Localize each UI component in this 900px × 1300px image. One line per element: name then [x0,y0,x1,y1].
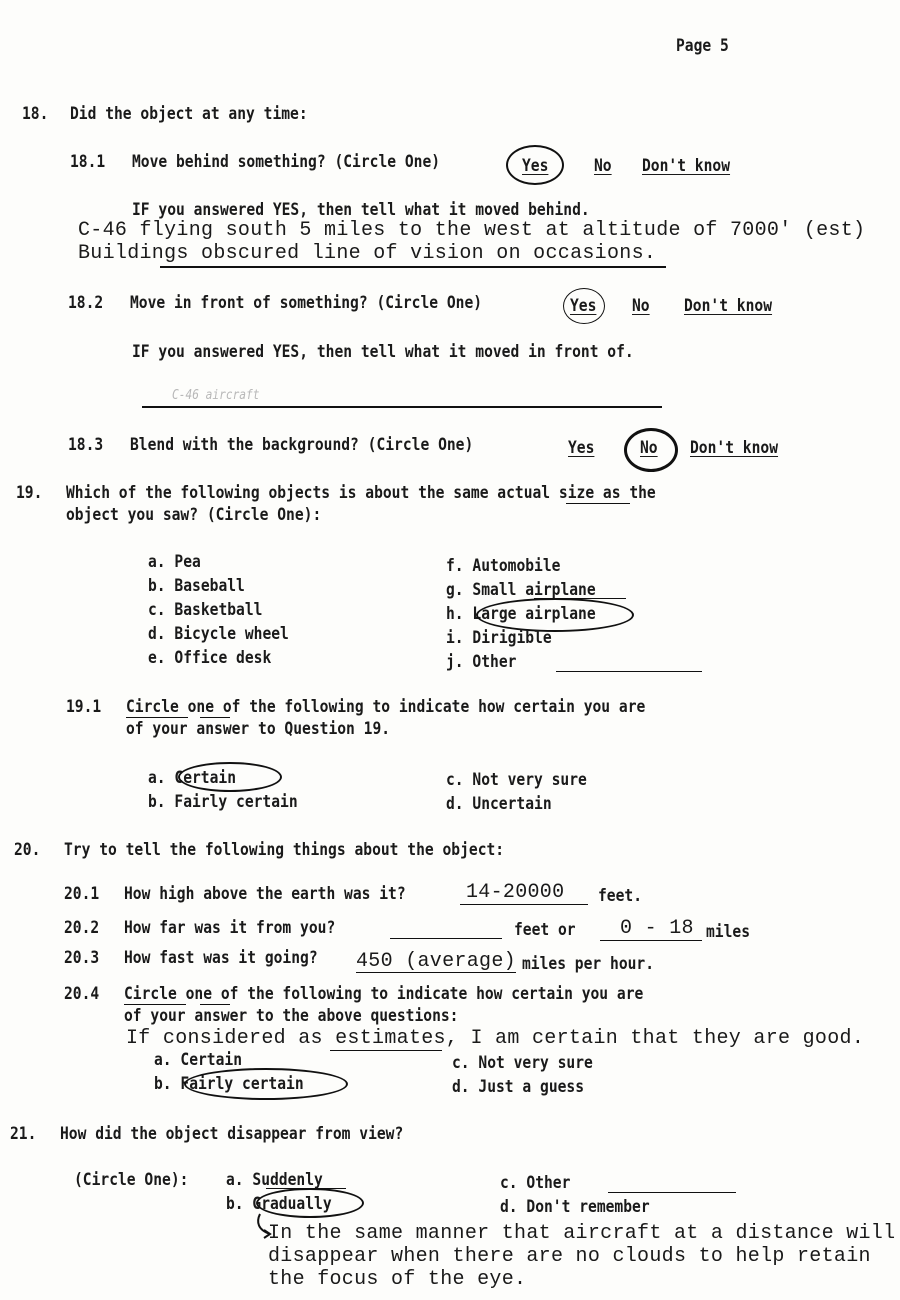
q20-3-speed-value[interactable]: 450 (average) [356,950,516,973]
other-blank-line[interactable] [608,1192,736,1193]
q19-option-b[interactable]: b. Baseball [148,576,245,596]
q18-1-followup: IF you answered YES, then tell what it moved behind. [132,200,590,220]
q20-1-number: 20.1 [64,884,100,904]
q20-1-height-value[interactable]: 14-20000 [466,881,565,904]
q20-2-question: How far was it from you? [124,918,336,938]
feet-blank-line[interactable] [390,938,502,939]
emphasis-underline [124,1004,186,1005]
answer-line [356,972,516,973]
q18-number: 18. [22,104,49,124]
q18-1-number: 18.1 [70,152,106,172]
q21-option-b[interactable]: b. Gradually [226,1194,332,1214]
q18-1-option-yes[interactable]: Yes [522,156,549,176]
q21-option-d[interactable]: d. Don't remember [500,1197,650,1217]
q18-3-option-dont-know[interactable]: Don't know [690,438,779,458]
q19-option-a[interactable]: a. Pea [148,552,201,572]
q20-2-feet-label: feet or [514,920,576,940]
q20-2-miles-label: miles [706,922,751,942]
q21-option-a[interactable]: a. Suddenly [226,1170,323,1190]
q19-1-line-1: Circle one of the following to indicate how certain you are [126,697,646,717]
answer-circle [506,145,564,185]
q19-option-j[interactable]: j. Other [446,652,517,672]
answer-underline [160,266,666,268]
q20-2-number: 20.2 [64,918,100,938]
other-blank-line[interactable] [556,671,702,672]
q21-typed-line-2: disappear when there are no clouds to help retain [268,1245,871,1268]
answer-line [142,406,662,408]
q19-option-e[interactable]: e. Office desk [148,648,272,668]
q18-1-option-dont-know[interactable]: Don't know [642,156,731,176]
q18-3-question: Blend with the background? (Circle One) [130,435,474,455]
emphasis-underline [200,717,230,718]
q18-1-answer-line-1: C-46 flying south 5 miles to the west at altitude of 7000' (est) [78,219,866,242]
q18-1-question: Move behind something? (Circle One) [132,152,441,172]
q20-4-line-2: of your answer to the above questions: [124,1006,459,1026]
q20-2-miles-value[interactable]: 0 - 18 [620,917,694,940]
q20-1-question: How high above the earth was it? [124,884,406,904]
q20-4-number: 20.4 [64,984,100,1004]
q18-2-option-yes[interactable]: Yes [570,296,597,316]
q18-2-option-dont-know[interactable]: Don't know [684,296,773,316]
q19-line-2: object you saw? (Circle One): [66,505,322,525]
answer-circle [476,598,634,632]
emphasis-underline [126,717,188,718]
q19-option-f[interactable]: f. Automobile [446,556,561,576]
answer-circle [184,1068,348,1100]
handwritten-underline [330,1050,442,1051]
q20-3-number: 20.3 [64,948,100,968]
q21-circle-one-label: (Circle One): [74,1170,189,1190]
q20-4-line-1: Circle one of the following to indicate how certain you are [124,984,644,1004]
q19-1-option-b[interactable]: b. Fairly certain [148,792,298,812]
answer-circle [624,428,678,472]
q19-option-d[interactable]: d. Bicycle wheel [148,624,289,644]
answer-line [460,904,588,905]
q20-4-option-d[interactable]: d. Just a guess [452,1077,585,1097]
q18-2-faint-answer: C-46 aircraft [172,388,260,403]
emphasis-underline [200,1004,230,1005]
answer-circle [563,288,605,324]
q18-3-option-yes[interactable]: Yes [568,438,595,458]
q19-option-g[interactable]: g. Small airplane [446,580,596,600]
q20-1-unit: feet. [598,886,643,906]
q21-option-c[interactable]: c. Other [500,1173,571,1193]
q20-4-typed-note: If considered as estimates, I am certain that they are good. [126,1027,865,1050]
q20-4-option-a[interactable]: a. Certain [154,1050,243,1070]
q18-3-option-no[interactable]: No [640,438,658,458]
answer-circle [178,762,282,792]
q20-3-unit: miles per hour. [522,954,655,974]
q20-text: Try to tell the following things about the object: [64,840,505,860]
q18-text: Did the object at any time: [70,104,308,124]
q19-line-1: Which of the following objects is about the same actual size as the [66,483,656,503]
q20-3-question: How fast was it going? [124,948,318,968]
q21-typed-line-1: In the same manner that aircraft at a distance will [268,1222,896,1245]
q19-option-c[interactable]: c. Basketball [148,600,263,620]
q21-text: How did the object disappear from view? [60,1124,404,1144]
q19-option-h[interactable]: h. Large airplane [446,604,596,624]
q18-3-number: 18.3 [68,435,104,455]
q18-2-number: 18.2 [68,293,104,313]
q20-4-option-b[interactable]: b. Fairly certain [154,1074,304,1094]
q21-typed-line-3: the focus of the eye. [268,1268,527,1291]
q18-2-option-no[interactable]: No [632,296,650,316]
answer-line [600,940,702,941]
q18-1-option-no[interactable]: No [594,156,612,176]
q21-number: 21. [10,1124,37,1144]
q19-1-option-a[interactable]: a. Certain [148,768,237,788]
q19-1-option-d[interactable]: d. Uncertain [446,794,552,814]
emphasis-underline [566,503,630,504]
q19-number: 19. [16,483,43,503]
q20-4-option-c[interactable]: c. Not very sure [452,1053,593,1073]
q19-1-line-2: of your answer to Question 19. [126,719,391,739]
q20-number: 20. [14,840,41,860]
q18-1-answer-line-2: Buildings obscured line of vision on occasions. [78,242,657,265]
q19-1-number: 19.1 [66,697,102,717]
q18-2-followup: IF you answered YES, then tell what it moved in front of. [132,342,634,362]
q19-1-option-c[interactable]: c. Not very sure [446,770,587,790]
q19-option-i[interactable]: i. Dirigible [446,628,552,648]
q18-2-question: Move in front of something? (Circle One) [130,293,483,313]
page-number: Page 5 [676,36,729,56]
